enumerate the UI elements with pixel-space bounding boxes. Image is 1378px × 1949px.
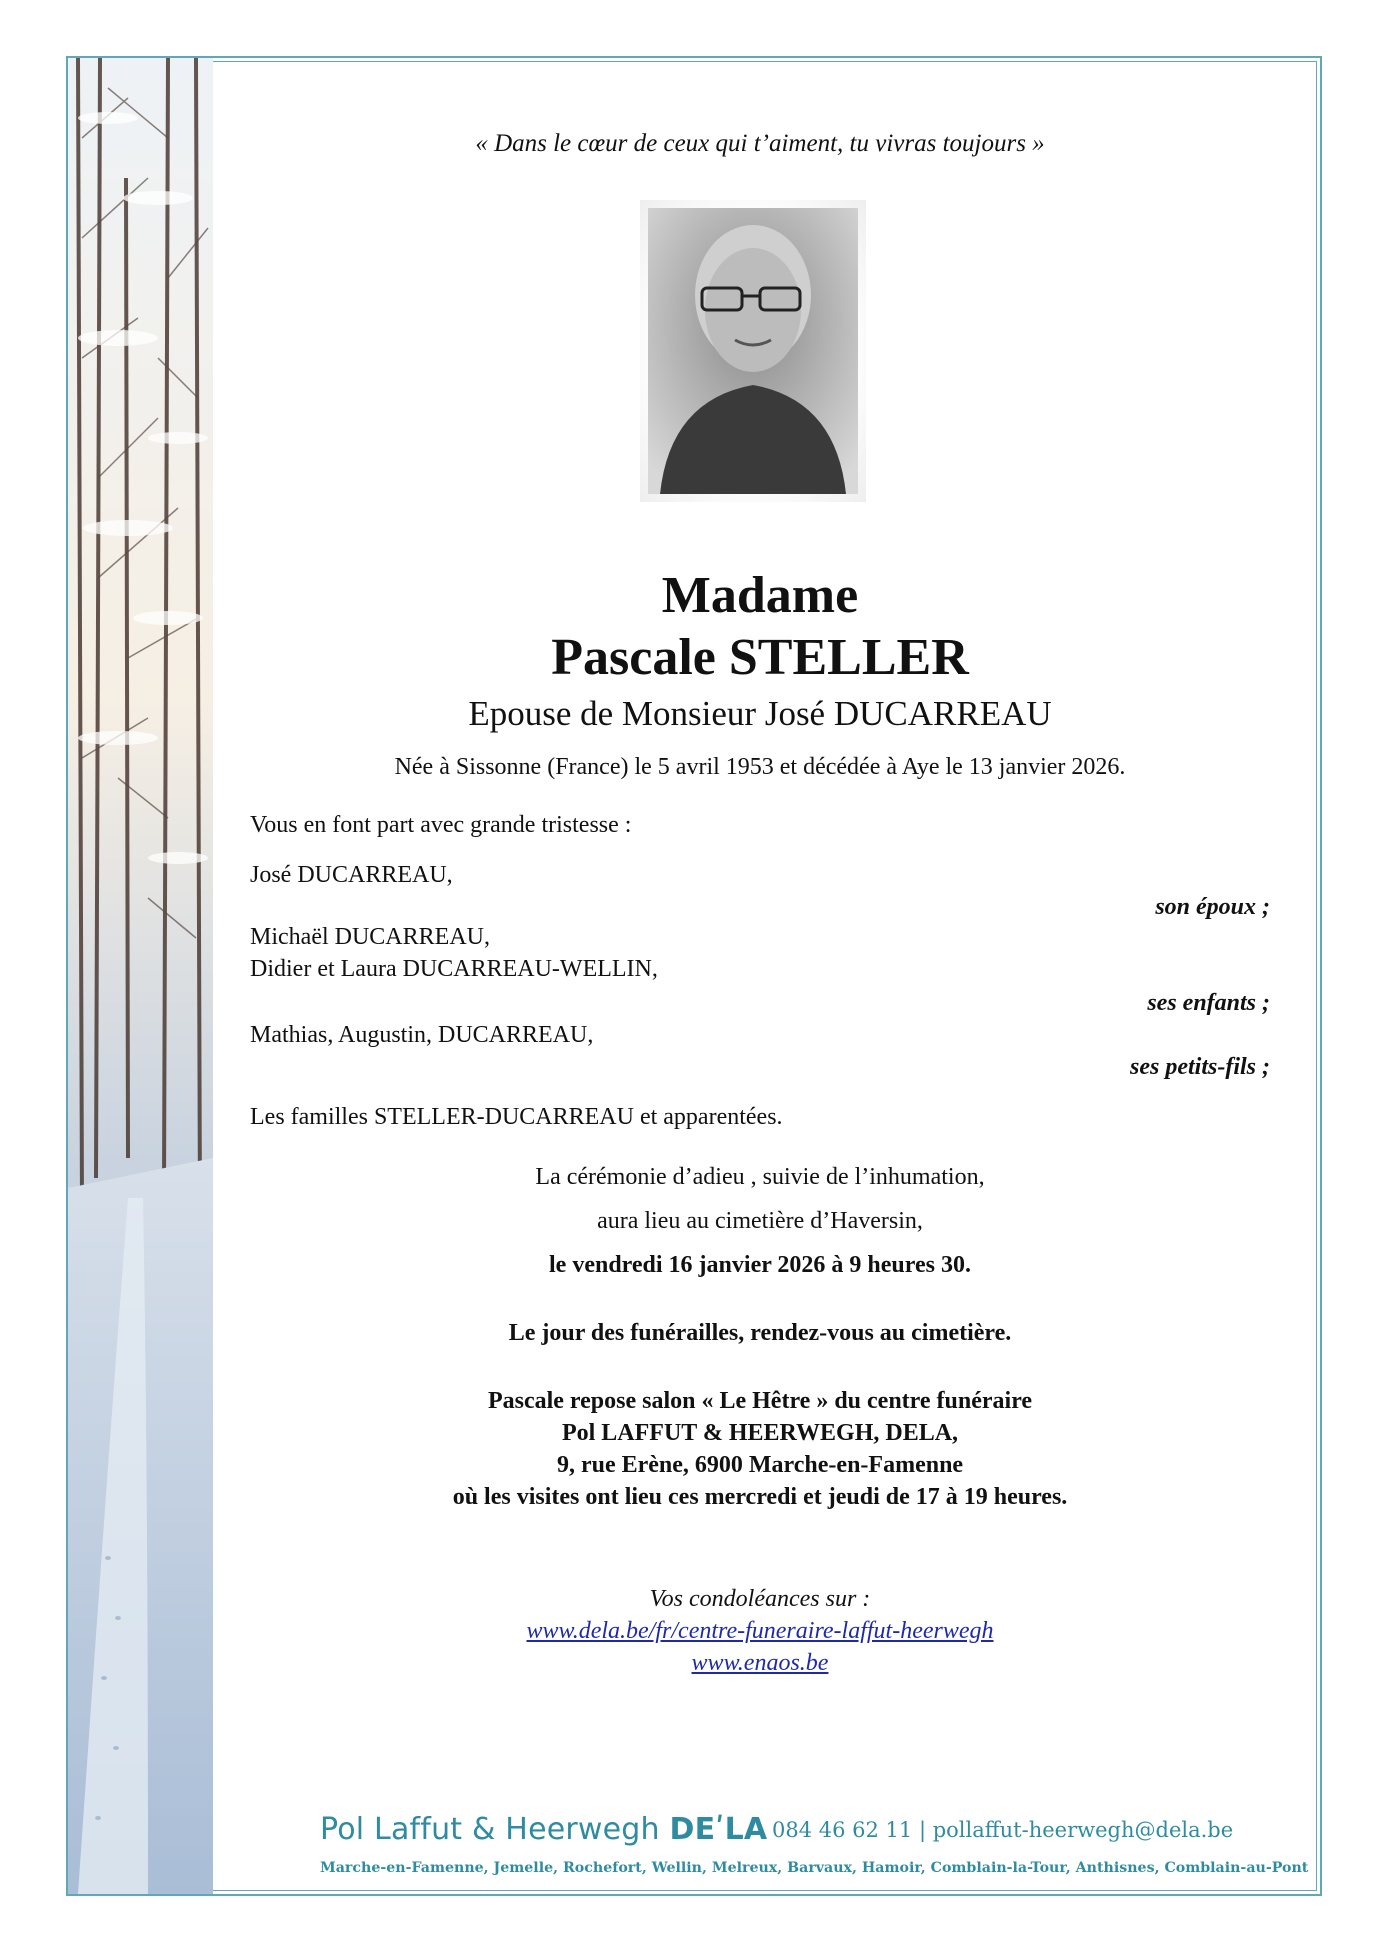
ceremony-line-1: La cérémonie d’adieu , suivie de l’inhumation, <box>535 1164 985 1190</box>
visitation-line-2: Pol LAFFUT & HEERWEGH, DELA, <box>561 1420 959 1446</box>
condolences-link-dela[interactable]: www.dela.be/fr/centre-funeraire-laffut-heerwegh <box>526 1618 994 1644</box>
funeral-home-locations: Marche-en-Famenne, Jemelle, Rochefort, Wellin, Melreux, Barvaux, Hamoir, Comblain-la-Tour, Anthisnes, Comblain-au-Pont <box>320 1860 1309 1876</box>
deceased-title: Madame <box>661 567 859 624</box>
ceremony-note: Le jour des funérailles, rendez-vous au cimetière. <box>508 1320 1012 1346</box>
ceremony-date: le vendredi 16 janvier 2026 à 9 heures 30. <box>549 1252 971 1278</box>
funeral-home-name: Pol Laffut & Heerwegh <box>320 1812 660 1847</box>
spouse-line: Epouse de Monsieur José DUCARREAU <box>468 694 1052 733</box>
family-grandchildren-role: ses petits-fils ; <box>1130 1054 1270 1080</box>
announcement-intro: Vous en font part avec grande tristesse : <box>250 812 632 838</box>
family-husband-role: son époux ; <box>1155 894 1270 920</box>
winter-forest-image <box>68 58 213 1894</box>
family-child-2: Didier et Laura DUCARREAU-WELLIN, <box>250 956 658 982</box>
family-extended: Les familles STELLER-DUCARREAU et apparentées. <box>250 1104 783 1130</box>
funeral-home-contact: 084 46 62 11 | pollaffut-heerwegh@dela.be <box>772 1818 1234 1842</box>
birth-death-dates: Née à Sissonne (France) le 5 avril 1953 et décédée à Aye le 13 janvier 2026. <box>394 754 1126 780</box>
portrait-photo <box>640 200 866 502</box>
visitation-line-4: où les visites ont lieu ces mercredi et jeudi de 17 à 19 heures. <box>452 1484 1068 1510</box>
family-child-1: Michaël DUCARREAU, <box>250 924 490 950</box>
memorial-quote: « Dans le cœur de ceux qui t’aiment, tu vivras toujours » <box>475 130 1045 157</box>
funeral-home-logo <box>320 1812 767 1847</box>
dela-brand-mark: DEʹLA <box>669 1812 768 1847</box>
visitation-line-3: 9, rue Erène, 6900 Marche-en-Famenne <box>556 1452 964 1478</box>
deceased-name: Pascale STELLER <box>551 629 969 686</box>
ceremony-line-2: aura lieu au cimetière d’Haversin, <box>597 1208 923 1234</box>
family-grandchildren: Mathias, Augustin, DUCARREAU, <box>250 1022 594 1048</box>
condolences-label: Vos condoléances sur : <box>649 1586 871 1612</box>
family-children-role: ses enfants ; <box>1147 990 1270 1016</box>
family-husband: José DUCARREAU, <box>250 862 453 888</box>
condolences-link-enaos[interactable]: www.enaos.be <box>691 1650 829 1676</box>
visitation-line-1: Pascale repose salon « Le Hêtre » du centre funéraire <box>487 1388 1033 1414</box>
